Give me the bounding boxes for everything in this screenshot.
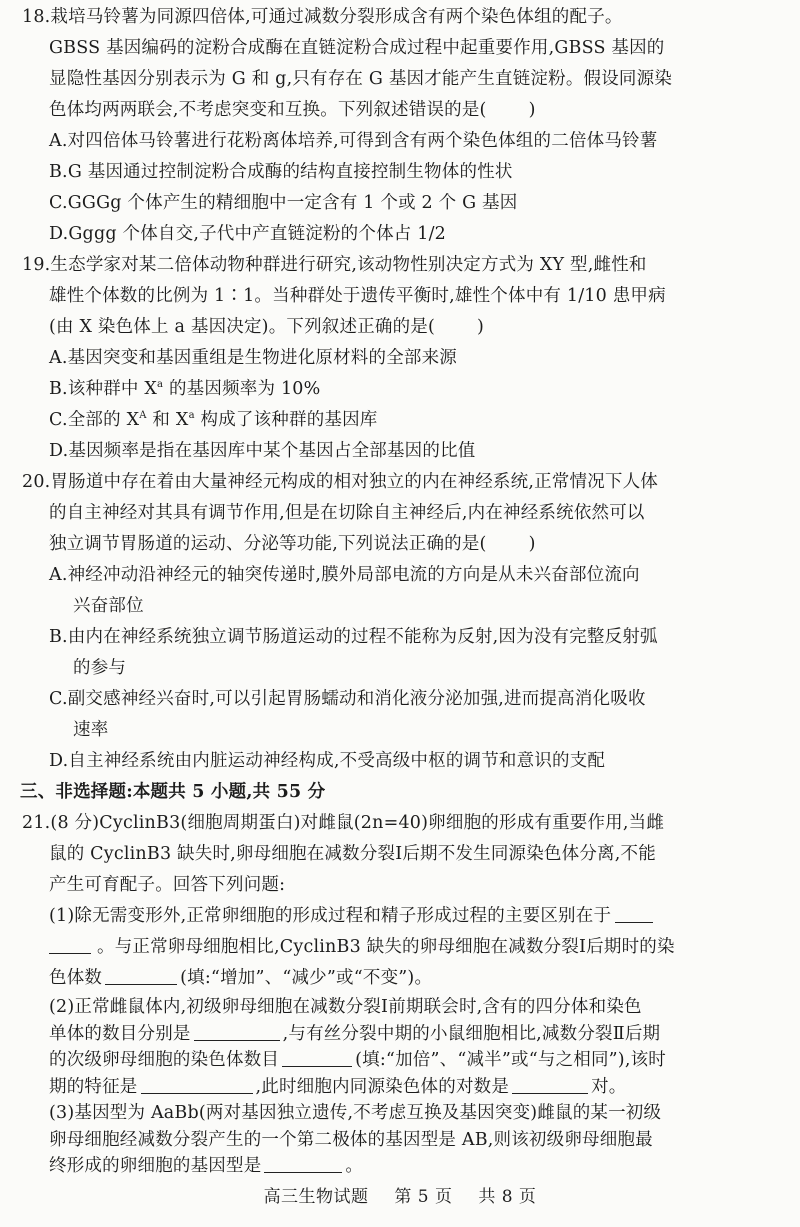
q18-line-2: GBSS 基因编码的淀粉合成酶在直链淀粉合成过程中起重要作用,GBSS 基因的: [49, 38, 665, 58]
q19-option-b: [49, 374, 784, 405]
q21-part2-text: 单体的数目分别是: [49, 1023, 191, 1044]
q21-part1-text-2: 。与正常卵母细胞相比,CyclinB3 缺失的卵母细胞在减数分裂Ⅰ后期时的染: [97, 937, 675, 957]
q20-line-1: 20.胃肠道中存在着由大量神经元构成的相对独立的内在神经系统,正常情况下人体: [22, 472, 658, 492]
q21-part1-line-2: [49, 932, 784, 963]
q19-option-c-text: C.全部的 X: [49, 410, 140, 430]
q20-stem-end: 独立调节胃肠道的运动、分泌等功能,下列说法正确的是(: [49, 534, 487, 554]
q21-part1-line-1: [49, 901, 784, 932]
q21-part2-text-3: 的次级卵母细胞的染色体数目: [49, 1050, 280, 1070]
q21-part3-text-3: 终形成的卵细胞的基因型是: [49, 1156, 262, 1176]
q19-option-c-text-mid: 和 X: [146, 410, 189, 430]
q20-line-2: 的自主神经对其具有调节作用,但是在切除自主神经后,内在神经系统依然可以: [49, 503, 645, 523]
q18-stem-end: 色体均两两联会,不考虑突变和互换。下列叙述错误的是(: [49, 100, 487, 120]
q19-line-1: 19.生态学家对某二倍体动物种群进行研究,该动物性别决定方式为 XY 型,雌性和: [22, 255, 647, 275]
answer-blank: [194, 1039, 280, 1041]
answer-blank: [512, 1092, 588, 1094]
q18-option-c: C.GGGg 个体产生的精细胞中一定含有 1 个或 2 个 G 基因: [49, 193, 518, 213]
answer-blank: [264, 1171, 342, 1173]
q21-part2-text-7: 对。: [591, 1076, 627, 1097]
q21-part1-text: (1)除无需变形外,正常卵细胞的形成过程和精子形成过程的主要区别在于: [49, 906, 612, 926]
q18-line-1: 18.栽培马铃薯为同源四倍体,可通过减数分裂形成含有两个染色体组的配子。: [22, 7, 623, 27]
superscript: a: [157, 379, 164, 390]
answer-blank: [141, 1092, 253, 1094]
superscript: a: [188, 410, 195, 421]
q21-part2-text-2: ,与有丝分裂中期的小鼠细胞相比,减数分裂Ⅱ后期: [282, 1023, 661, 1044]
q19-option-d: D.基因频率是指在基因库中某个基因占全部基因的比值: [49, 441, 476, 461]
answer-blank: [615, 921, 653, 923]
q19-option-b-text: B.该种群中 X: [49, 379, 158, 399]
q21-part2-text-6: ,此时细胞内同源染色体的对数是: [255, 1076, 510, 1097]
q21-part3-line-1: (3)基因型为 AaBb(两对基因独立遗传,不考虑互换及基因突变)雌鼠的某一初级: [49, 1103, 662, 1123]
q18-option-a: A.对四倍体马铃薯进行花粉离体培养,可得到含有两个染色体组的二倍体马铃薯: [49, 131, 658, 151]
answer-blank: [105, 983, 177, 985]
q20-option-d: D.自主神经系统由内脏运动神经构成,不受高级中枢的调节和意识的支配: [49, 751, 606, 771]
q19-option-a: A.基因突变和基因重组是生物进化原材料的全部来源: [49, 348, 457, 368]
answer-blank: [282, 1065, 352, 1067]
q21-part3-text-4: 。: [345, 1156, 364, 1176]
answer-blank: [49, 952, 91, 954]
q20-option-c-line-1: C.副交感神经兴奋时,可以引起胃肠蠕动和消化液分泌加强,进而提高消化吸收: [49, 689, 646, 709]
q19-paren-close: ): [477, 317, 485, 337]
superscript: A: [139, 410, 147, 421]
q19-option-c: [49, 405, 784, 436]
q19-stem-end: (由 X 染色体上 a 基因决定)。下列叙述正确的是(: [49, 317, 436, 337]
q21-part1-text-4: (填:“增加”、“减少”或“不变”)。: [180, 968, 433, 988]
q19-option-c-text-end: 构成了该种群的基因库: [194, 410, 378, 430]
q20-option-c-line-2: 速率: [73, 720, 109, 740]
q21-part2-text-4: (填:“加倍”、“减半”或“与之相同”),该时: [355, 1050, 667, 1070]
q21-part3-line-2: 卵母细胞经减数分裂产生的一个第二极体的基因型是 AB,则该初级卵母细胞最: [49, 1129, 653, 1150]
q21-part2-line-3: [49, 1047, 784, 1073]
q19-line-3: [49, 312, 784, 343]
q20-option-a-line-2: 兴奋部位: [73, 596, 144, 616]
q21-line-2: 鼠的 CyclinB3 缺失时,卵母细胞在减数分裂Ⅰ后期不发生同源染色体分离,不能: [49, 844, 656, 864]
q20-option-b-line-1: B.由内在神经系统独立调节肠道运动的过程不能称为反射,因为没有完整反射弧: [49, 627, 658, 647]
q21-part3-line-3: [49, 1153, 784, 1179]
q20-option-a-line-1: A.神经冲动沿神经元的轴突传递时,膜外局部电流的方向是从未兴奋部位流向: [49, 565, 640, 585]
section-heading: 三、非选择题:本题共 5 小题,共 55 分: [20, 782, 326, 802]
q18-line-3: 显隐性基因分别表示为 G 和 g,只有存在 G 基因才能产生直链淀粉。假设同源染: [49, 69, 673, 89]
q21-part2-text-5: 期的特征是: [49, 1076, 138, 1097]
footer-total-pages: 共 8 页: [478, 1187, 537, 1207]
q18-option-d: D.Gggg 个体自交,子代中产直链淀粉的个体占 1/2: [49, 224, 447, 244]
q21-part1-line-3: [49, 963, 784, 994]
q19-line-2: 雄性个体数的比例为 1∶1。当种群处于遗传平衡时,雄性个体中有 1/10 患甲病: [49, 286, 666, 306]
q21-part2-line-1: (2)正常雌鼠体内,初级卵母细胞在减数分裂Ⅰ前期联会时,含有的四分体和染色: [49, 997, 642, 1017]
q19-option-b-text-end: 的基因频率为 10%: [163, 379, 321, 399]
q20-option-b-line-2: 的参与: [73, 658, 127, 678]
q18-option-b: B.G 基因通过控制淀粉合成酶的结构直接控制生物体的性状: [49, 162, 513, 182]
q21-part1-text-3: 色体数: [49, 968, 103, 988]
q21-part2-line-2: [49, 1021, 784, 1047]
q21-line-1: 21.(8 分)CyclinB3(细胞周期蛋白)对雌鼠(2n=40)卵细胞的形成有重要作用,当雌: [22, 813, 665, 833]
footer-subject: 高三生物试题: [263, 1187, 369, 1207]
footer-page-number: 第 5 页: [394, 1187, 453, 1207]
q21-line-3: 产生可育配子。回答下列问题:: [49, 875, 286, 895]
q18-line-4: [49, 95, 784, 126]
q21-part2-line-4: [49, 1074, 784, 1100]
q20-paren-close: ): [528, 534, 536, 554]
q18-paren-close: ): [528, 100, 536, 120]
page-footer: [0, 1182, 800, 1207]
q20-line-3: [49, 529, 784, 560]
